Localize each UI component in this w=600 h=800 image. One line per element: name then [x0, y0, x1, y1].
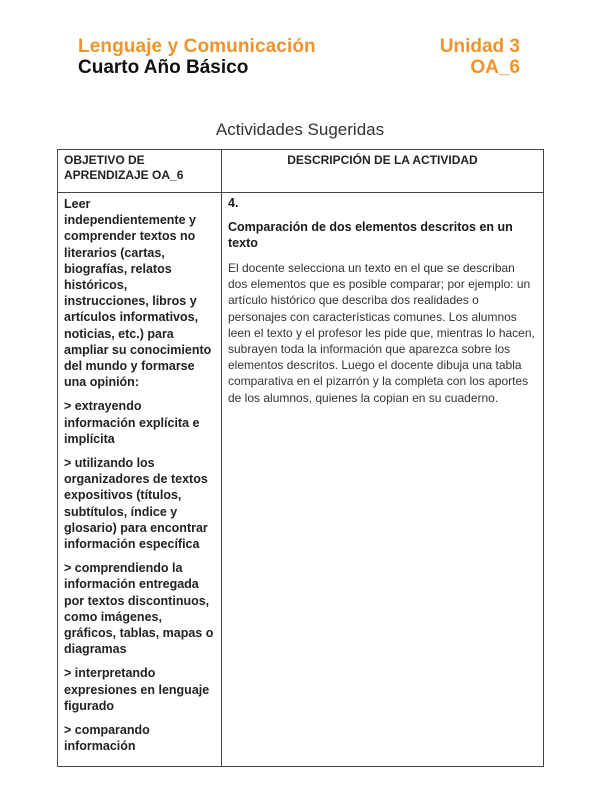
objective-paragraph: Leer independientemente y comprender textos no literarios (cartas, biografías, relatos históricos, instrucciones, libros y artículos informativos, noticias, etc.) para ampliar su conocimiento del mundo y formarse una opinión: — [64, 197, 212, 390]
objective-bullet: > utilizando los organizadores de textos expositivos (títulos, subtítulos, índice y glosario) para encontrar información específica — [64, 456, 208, 552]
activity-title: Comparación de dos elementos descritos en un texto — [228, 220, 513, 250]
activity-description: El docente selecciona un texto en el que se describan dos elementos que es posible comparar; por ejemplo: un artículo histórico que describa dos realidades o personajes con características comunes. Los alumnos leen el texto y el profesor les pide que, mientras lo hacen, subrayen toda la información que aparezca sobre los elementos descritos. Luego el docente dibuja una tabla comparativa en el pizarrón y la completa con los aportes de los alumnos, quienes la copian en su cuaderno. — [228, 261, 535, 405]
objective-header: OBJETIVO DE APRENDIZAJE OA_6 — [58, 150, 222, 193]
table-header-row — [58, 150, 544, 193]
subject-title: Lenguaje y Comunicación — [78, 36, 316, 57]
description-cell — [222, 193, 544, 767]
unit-label: Unidad 3 — [439, 36, 520, 57]
objective-bullet: > interpretando expresiones en lenguaje figurado — [64, 666, 210, 713]
description-header: DESCRIPCIÓN DE LA ACTIVIDAD — [222, 150, 544, 193]
objective-bullet: > extrayendo información explícita e implícita — [64, 399, 200, 446]
grade-label: Cuarto Año Básico — [78, 57, 249, 78]
activity-number: 4. — [228, 196, 239, 210]
objective-bullet: > comprendiendo la información entregada por textos discontinuos, como imágenes, gráficos, tablas, mapas o diagramas — [64, 561, 214, 657]
section-title: Actividades Sugeridas — [215, 120, 385, 139]
oa-label: OA_6 — [470, 57, 520, 78]
page-header — [78, 36, 520, 79]
activities-table — [57, 149, 544, 767]
objective-cell — [58, 193, 222, 767]
objective-bullet: > comparando información — [64, 723, 150, 754]
table-row — [58, 193, 544, 767]
